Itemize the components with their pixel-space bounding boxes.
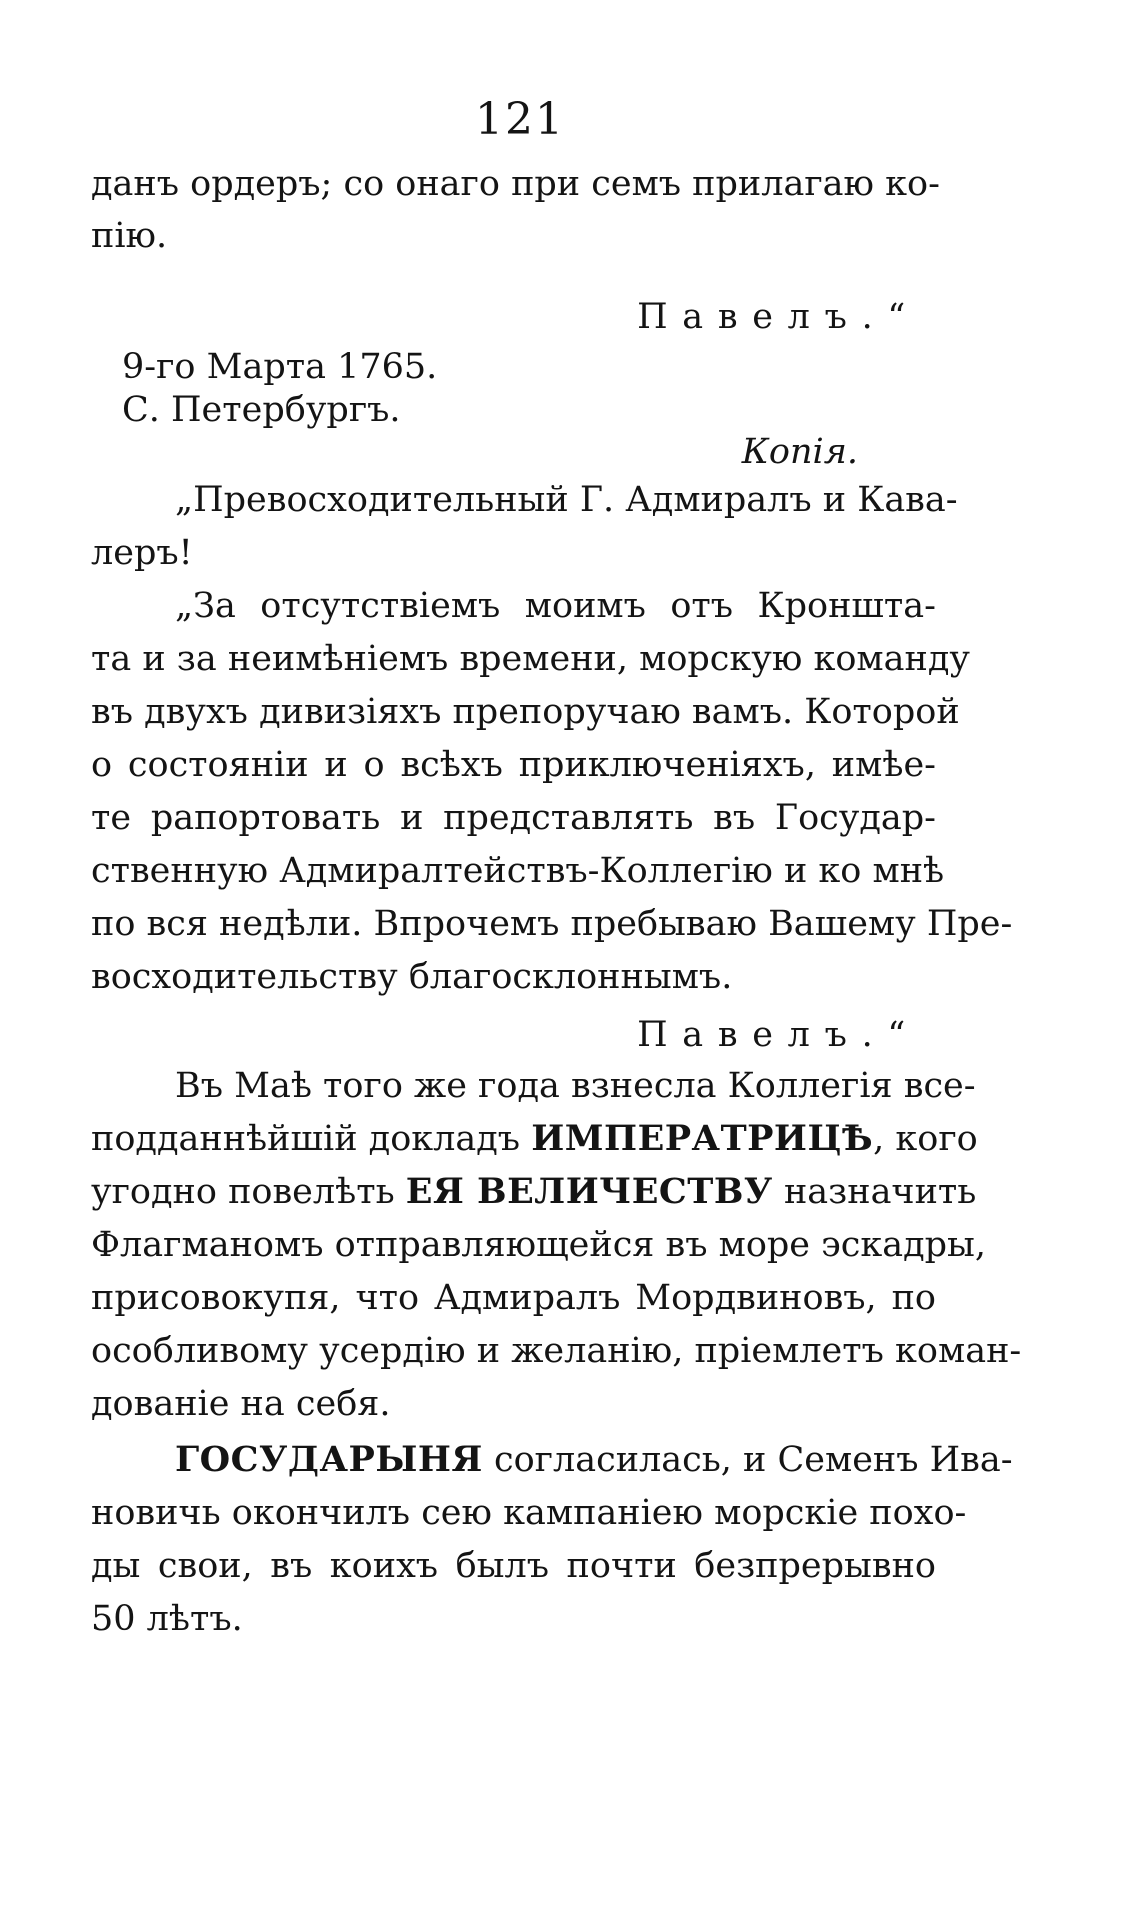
- text-span: , кого: [873, 1119, 978, 1159]
- text-line: [91, 1166, 977, 1218]
- text-span: подданнѣйшій докладъ: [91, 1119, 521, 1159]
- text-line: [175, 1434, 1013, 1486]
- text-line: новичь окончилъ сею кампаніею морскіе похо-: [91, 1493, 967, 1533]
- text-line: особливому усердію и желанію, пріемлетъ коман-: [91, 1331, 1022, 1371]
- letter-date: 9-го Марта 1765.: [122, 347, 438, 387]
- text-span: назначить: [772, 1172, 977, 1212]
- text-line: присовокупя, что Адмиралъ Мордвиновъ, по: [91, 1278, 936, 1318]
- text-line: ственную Адмиралтействъ-Коллегію и ко мнѣ: [91, 851, 945, 891]
- emphasis-name: ГОСУДАРЫНЯ: [175, 1439, 483, 1480]
- text-line: въ двухъ дивизіяхъ препоручаю вамъ. Которой: [91, 692, 960, 732]
- page-number: 121: [475, 94, 565, 145]
- text-line: по вся недѣли. Впрочемъ пребываю Вашему Пре-: [91, 904, 1013, 944]
- signature: Павелъ.“: [637, 1015, 920, 1055]
- text-line: пію.: [91, 216, 168, 256]
- text-line: „Превосходительный Г. Адмиралъ и Кава-: [175, 480, 958, 520]
- text-line: дованіе на себя.: [91, 1384, 391, 1424]
- signature: Павелъ.“: [637, 297, 920, 337]
- text-line: те рапортовать и представлять въ Государ-: [91, 798, 936, 838]
- text-line: восходительству благосклоннымъ.: [91, 957, 733, 997]
- text-line: ды свои, въ коихъ былъ почти безпрерывно: [91, 1546, 936, 1586]
- copy-heading: Копія.: [741, 432, 858, 472]
- text-line: Флагманомъ отправляющейся въ море эскадры,: [91, 1225, 987, 1265]
- text-line: [91, 1113, 978, 1165]
- text-line: „За отсутствіемъ моимъ отъ Кроншта-: [175, 586, 936, 626]
- text-line: данъ ордеръ; со онаго при семъ прилагаю ко-: [91, 164, 940, 204]
- text-span: угодно повелѣть: [91, 1172, 395, 1212]
- text-line: о состояніи и о всѣхъ приключеніяхъ, имѣе-: [91, 745, 936, 785]
- text-line: леръ!: [91, 533, 193, 573]
- text-line: Въ Маѣ того же года взнесла Коллегія все-: [175, 1066, 976, 1106]
- emphasis-name: ИМПЕРАТРИЦѢ: [531, 1118, 874, 1159]
- text-span: согласилась, и Семенъ Ива-: [482, 1440, 1013, 1480]
- emphasis-name: ЕЯ ВЕЛИЧЕСТВУ: [405, 1171, 773, 1212]
- text-line: та и за неимѣніемъ времени, морскую команду: [91, 639, 970, 679]
- letter-place: С. Петербургъ.: [122, 390, 401, 430]
- text-line: 50 лѣтъ.: [91, 1599, 243, 1639]
